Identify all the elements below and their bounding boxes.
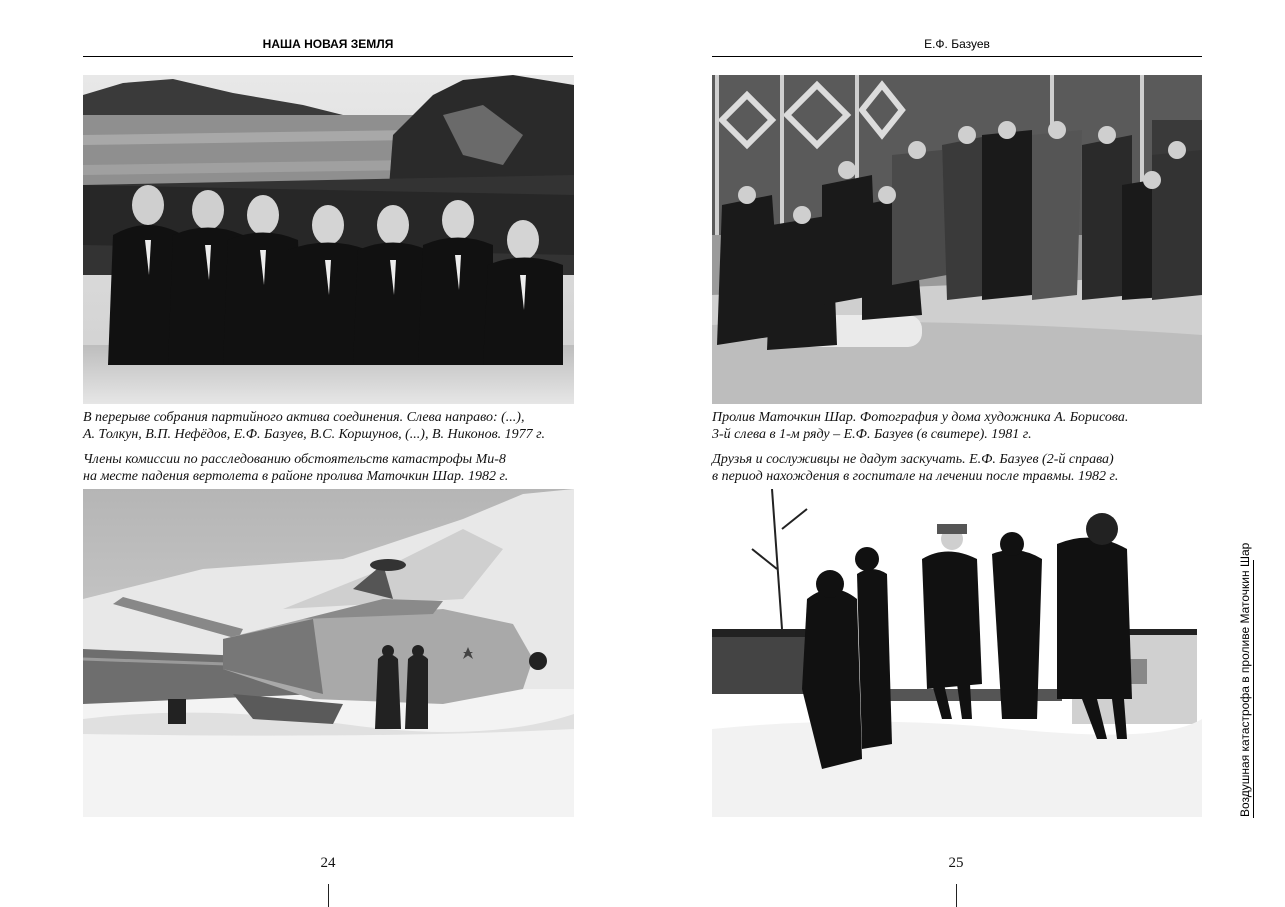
caption-line: в период нахождения в госпитале на лечении после травмы. 1982 г.: [712, 469, 1119, 484]
caption-line: Члены комиссии по расследованию обстоятельств катастрофы Ми-8: [83, 452, 506, 467]
photo-friends-in-snow: [712, 489, 1202, 817]
left-crop-mark: [328, 884, 329, 907]
caption-line: Друзья и сослуживцы не дадут заскучать. Е.Ф. Базуев (2-й справа): [712, 452, 1114, 467]
caption-line: А. Толкун, В.П. Нефёдов, Е.Ф. Базуев, В.С. Коршунов, (...), В. Никонов. 1977 г.: [83, 427, 545, 442]
right-crop-mark: [956, 884, 957, 907]
chapter-side-tab: Воздушная катастрофа в проливе Маточкин Шар: [1238, 542, 1252, 817]
side-tab-rule: [1253, 560, 1254, 818]
right-running-head: Е.Ф. Базуев: [924, 37, 990, 51]
left-caption-2: [83, 451, 508, 485]
photo-officers-group: [83, 75, 574, 404]
right-caption-2: [712, 451, 1118, 485]
left-caption-1: [83, 409, 545, 443]
right-page-number: 25: [948, 855, 964, 871]
caption-line: на месте падения вертолета в районе пролива Маточкин Шар. 1982 г.: [83, 469, 509, 484]
right-head-rule: [712, 56, 1202, 57]
left-head-rule: [83, 56, 573, 57]
right-caption-1: [712, 409, 1128, 443]
caption-line: 3-й слева в 1-м ряду – Е.Ф. Базуев (в свитере). 1981 г.: [712, 427, 1032, 442]
caption-line: В перерыве собрания партийного актива соединения. Слева направо: (...),: [83, 410, 525, 425]
photo-helicopter-wreck: [83, 489, 574, 817]
photo-group-at-house: [712, 75, 1202, 404]
left-running-head: НАША НОВАЯ ЗЕМЛЯ: [262, 37, 394, 51]
left-page-number: 24: [320, 855, 336, 871]
caption-line: Пролив Маточкин Шар. Фотография у дома художника А. Борисова.: [712, 410, 1129, 425]
